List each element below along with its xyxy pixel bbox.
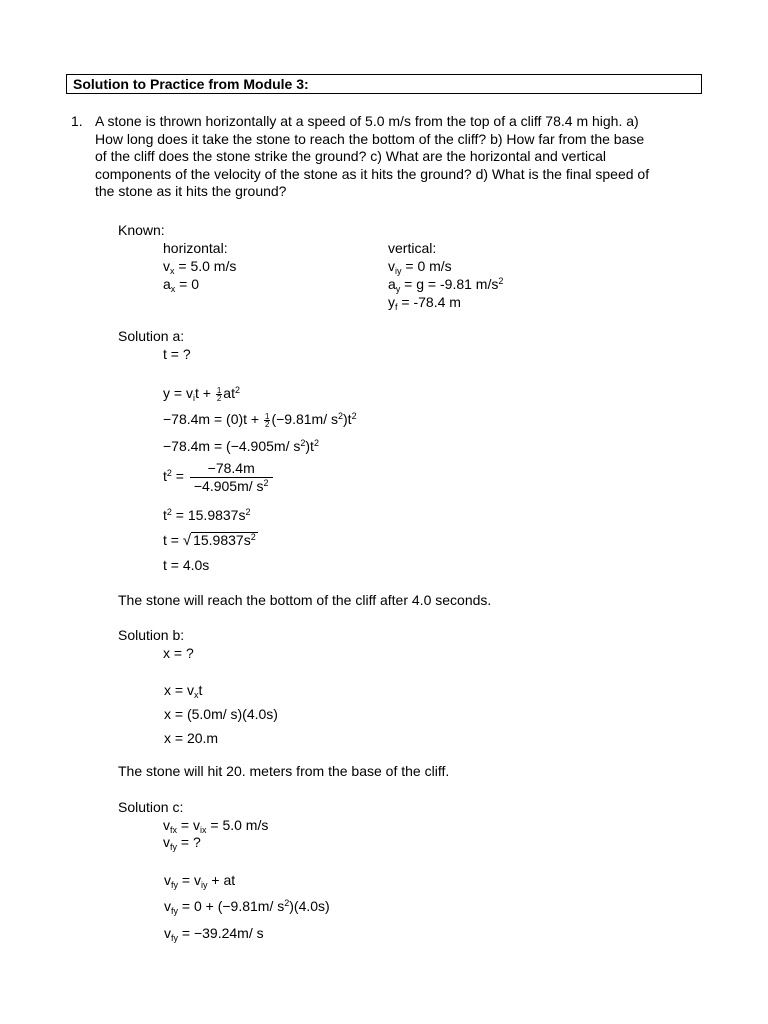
question-number: 1. xyxy=(71,113,83,129)
equation: $v_{fy} = -39.24m/$ s xyxy=(164,925,264,943)
equation: x = 20.m xyxy=(164,730,219,746)
page-title: Solution to Practice from Module 3: xyxy=(73,76,309,92)
solution-a-label: Solution a: xyxy=(118,328,185,344)
known-ay: $a_y = g = -9.81$ $m/s^2$ xyxy=(388,276,504,294)
solution-c-unknown: $v_{fy}$ = ? xyxy=(163,834,201,852)
question-line: components of the velocity of the stone as it hits the ground? d) What is the final speed of xyxy=(95,165,650,182)
solution-b-label: Solution b: xyxy=(118,627,185,643)
equation: t = √ $15.9837s^2$ xyxy=(163,532,256,549)
equation: $y = v_it$ + $\frac{1}{2}$ $at^2$ xyxy=(163,385,240,403)
question-line: of the cliff does the stone strike the ground? c) What are the horizontal and vertical xyxy=(95,148,607,165)
equation: −78.4m = (−4.905m/ $s^2)t^2$ xyxy=(163,438,319,454)
question-line: How long does it take the stone to reach the bottom of the cliff? b) How far from the base xyxy=(95,130,645,147)
known-label: Known: xyxy=(118,222,165,238)
equation: $v_{fy} = v_{iy}$ + at xyxy=(164,872,236,890)
solution-b-unknown: x = ? xyxy=(163,645,194,661)
equation: $x = v_xt$ xyxy=(164,682,203,700)
question-line: A stone is thrown horizontally at a speed of 5.0 m/s from the top of a cliff 78.4 m high. a) xyxy=(95,113,639,129)
equation: x = (5.0m/ s)(4.0s) xyxy=(164,706,278,722)
equation: $t^2 = 15.9837s^2$ xyxy=(163,507,251,523)
equation: $t^2$ = $\frac{-78.4m}{-4.905m/ s^2}$ xyxy=(163,460,273,495)
solution-b-conclusion: The stone will hit 20. meters from the base of the cliff. xyxy=(118,763,450,779)
known-vfx: $v_{fx} = v_{ix} = 5.0$ m/s xyxy=(163,817,269,835)
solution-a-conclusion: The stone will reach the bottom of the cliff after 4.0 seconds. xyxy=(118,592,492,608)
solution-a-unknown: t = ? xyxy=(163,346,191,362)
question-text xyxy=(95,113,705,201)
known-vx: $v_x = 5.0$ m/s xyxy=(163,258,237,276)
known-viy: $v_{iy} = 0$ m/s xyxy=(388,258,452,276)
title-box xyxy=(66,74,702,94)
known-ax: $a_x = 0$ xyxy=(163,276,200,294)
known-yf: $y_f = -78.4$ m xyxy=(388,294,461,312)
question-line: the stone as it hits the ground? xyxy=(95,183,287,200)
equation: −78.4m = (0)t + $\frac{1}{2}$ (−9.81m/ $s^2)t^2$ xyxy=(163,411,357,429)
horizontal-label: horizontal: xyxy=(163,240,228,256)
equation: $v_{fy} = 0 + (-9.81m/$ $s^2)(4.0s)$ xyxy=(164,898,330,916)
solution-c-label: Solution c: xyxy=(118,799,184,815)
vertical-label: vertical: xyxy=(388,240,437,256)
equation: t = 4.0s xyxy=(163,557,210,573)
